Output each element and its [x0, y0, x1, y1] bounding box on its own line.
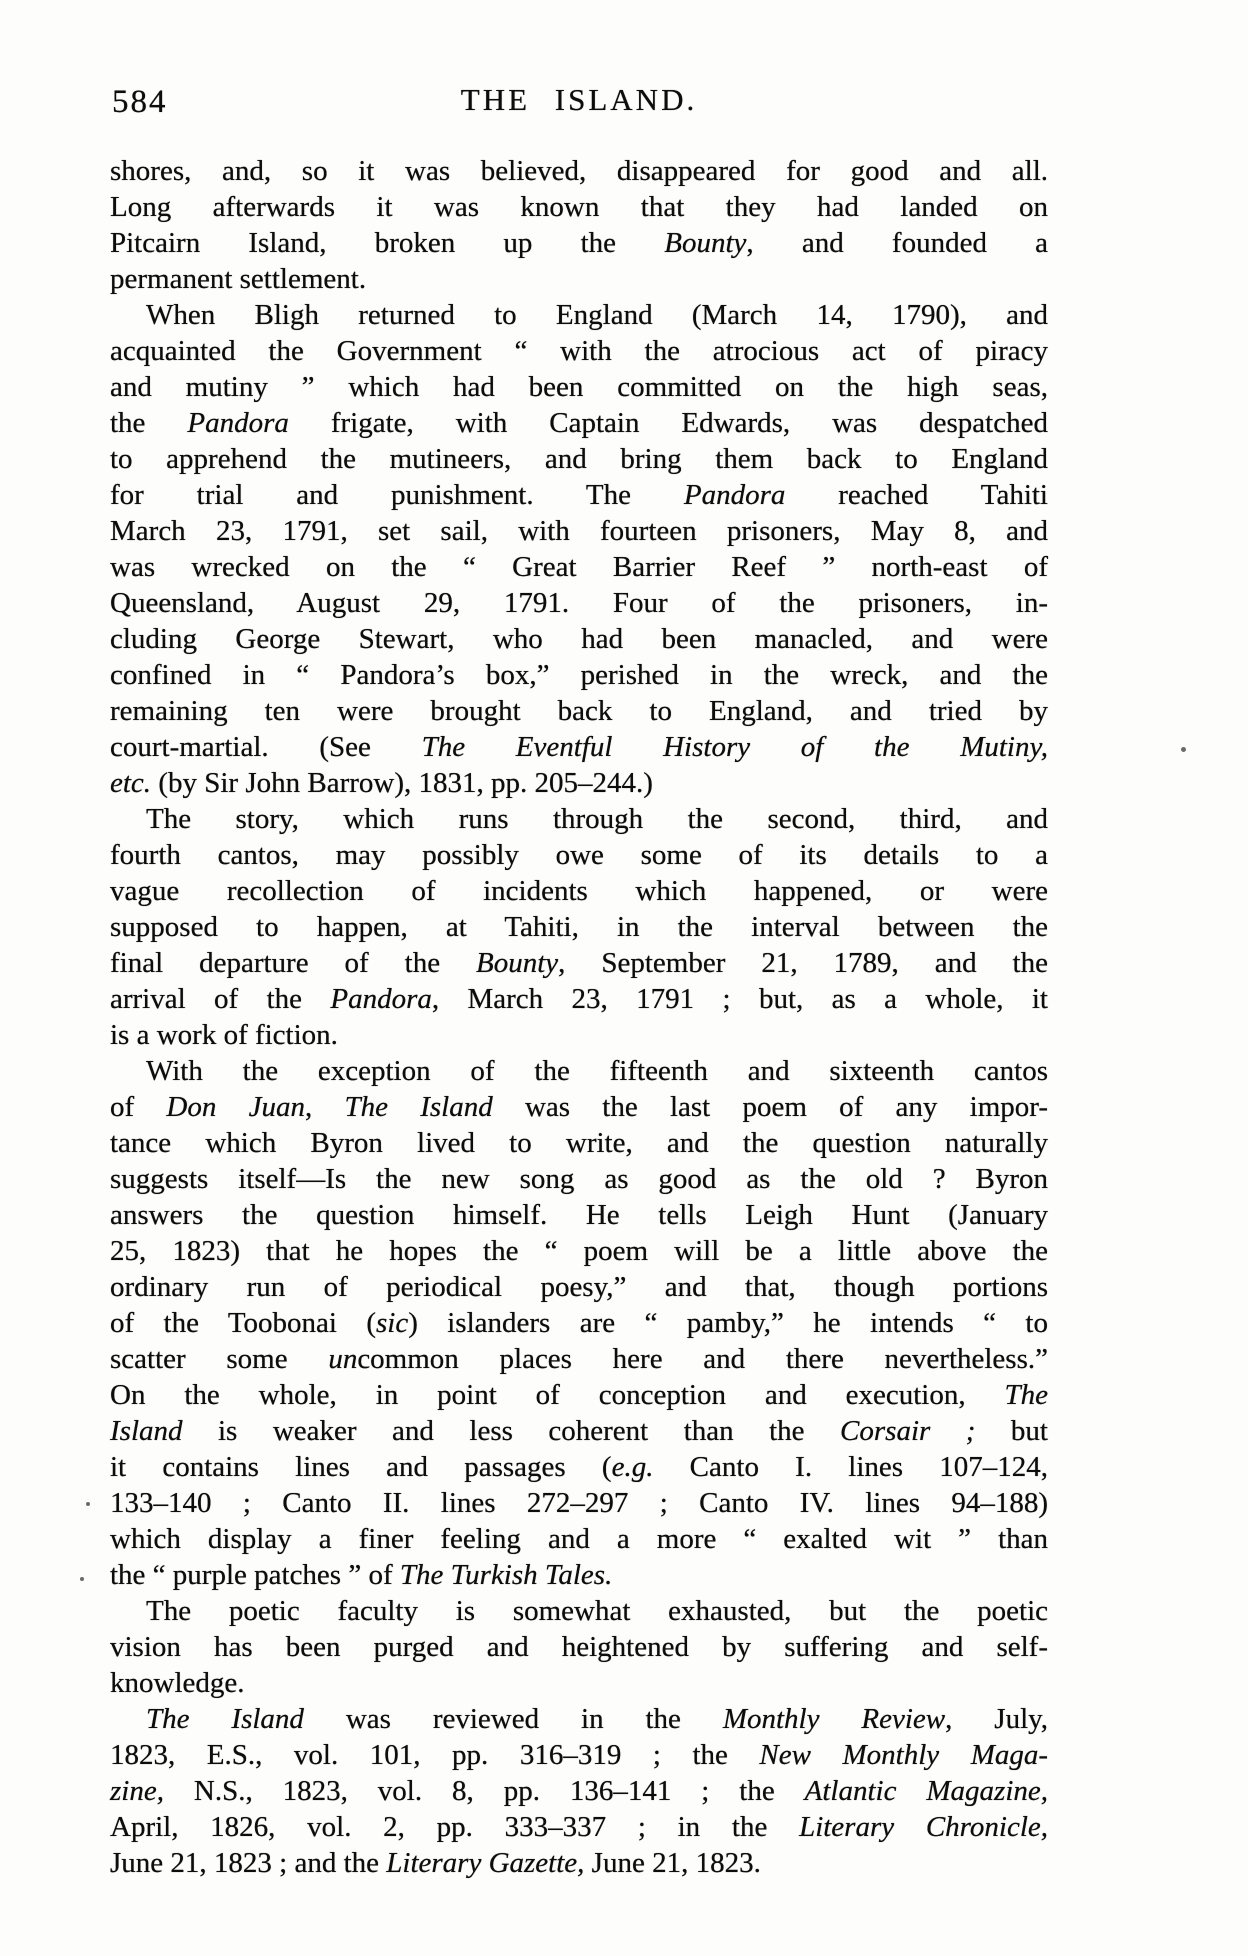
text-line: of Don Juan, The Island was the last poem of any impor- [110, 1091, 1049, 1123]
text-line: the Pandora frigate, with Captain Edwards, was despatched [110, 407, 1048, 439]
text-line: of the Toobonai (sic) islanders are “ pamby,” he intends “ to [110, 1307, 1048, 1339]
italic-text: Bounty [664, 227, 747, 259]
text-line: The poetic faculty is somewhat exhausted, but the poetic [146, 1595, 1048, 1627]
text-line: The story, which runs through the second, third, and [146, 803, 1048, 835]
text-line: suggests itself—Is the new song as good as the old ? Byron [110, 1163, 1048, 1195]
text-line: Long afterwards it was known that they had landed on [110, 191, 1048, 223]
italic-text: The Island [344, 1091, 493, 1123]
text-line: zine, N.S., 1823, vol. 8, pp. 136–141 ; the Atlantic Magazine, [110, 1775, 1048, 1807]
italic-text: Don Juan [166, 1091, 305, 1123]
italic-text: Island [110, 1415, 183, 1447]
text-line: remaining ten were brought back to England, and tried by [110, 695, 1048, 727]
text-line: shores, and, so it was believed, disappeared for good and all. [110, 155, 1048, 187]
text-line: for trial and punishment. The Pandora reached Tahiti [110, 479, 1048, 511]
text-line: knowledge. [110, 1667, 245, 1699]
italic-text: un [328, 1343, 358, 1375]
italic-text: Bounty [476, 947, 559, 979]
italic-text: Literary Gazette, [386, 1847, 585, 1879]
italic-text: Pandora [683, 479, 786, 511]
text-line: Pitcairn Island, broken up the Bounty, and founded a [110, 227, 1049, 259]
scan-speck [86, 1502, 90, 1506]
text-line: etc. (by Sir John Barrow), 1831, pp. 205–244.) [110, 767, 653, 799]
text-line: vision has been purged and heightened by suffering and self- [110, 1631, 1048, 1663]
text-line: court-martial. (See The Eventful History of the Mutiny, [110, 731, 1048, 763]
text-line: and mutiny ” which had been committed on the high seas, [110, 371, 1048, 403]
text-line: On the whole, in point of conception and execution, The [110, 1379, 1048, 1411]
scan-speck [1181, 747, 1186, 752]
text-line: was wrecked on the “ Great Barrier Reef ” north-east of [110, 551, 1048, 583]
italic-text: The Island [146, 1703, 304, 1735]
text-line: permanent settlement. [110, 263, 367, 295]
italic-text: Literary Chronicle, [799, 1811, 1048, 1843]
text-line: the “ purple patches ” of The Turkish Tales. [110, 1559, 613, 1591]
text-line: tance which Byron lived to write, and the question naturally [110, 1127, 1048, 1159]
text-line: scatter some uncommon places here and there nevertheless.” [110, 1343, 1048, 1375]
text-line: 133–140 ; Canto II. lines 272–297 ; Canto IV. lines 94–188) [110, 1487, 1048, 1519]
text-line: is a work of fiction. [110, 1019, 338, 1051]
text-line: it contains lines and passages (e.g. Canto I. lines 107–124, [110, 1451, 1049, 1483]
text-line: supposed to happen, at Tahiti, in the interval between the [110, 911, 1048, 943]
italic-text: Pandora [187, 407, 289, 439]
text-line: June 21, 1823 ; and the Literary Gazette, June 21, 1823. [110, 1847, 761, 1879]
page-text [110, 153, 1048, 1881]
italic-text: Pandora [330, 983, 432, 1015]
italic-text: etc. [110, 767, 152, 799]
italic-text: Atlantic Magazine, [804, 1775, 1048, 1807]
italic-text: zine, [110, 1775, 164, 1807]
page-header [110, 82, 1048, 130]
text-line: acquainted the Government “ with the atrocious act of piracy [110, 335, 1048, 367]
italic-text: sic [375, 1307, 409, 1339]
text-line: 1823, E.S., vol. 101, pp. 316–319 ; the New Monthly Maga- [110, 1739, 1049, 1771]
text-line: final departure of the Bounty, September 21, 1789, and the [110, 947, 1048, 979]
italic-text: Corsair ; [840, 1415, 976, 1447]
italic-text: e.g. [611, 1451, 654, 1483]
text-line: which display a finer feeling and a more “ exalted wit ” than [110, 1523, 1048, 1555]
text-line: Island is weaker and less coherent than the Corsair ; but [110, 1415, 1048, 1447]
text-line: fourth cantos, may possibly owe some of its details to a [110, 839, 1048, 871]
text-line: to apprehend the mutineers, and bring them back to England [110, 443, 1048, 475]
italic-text: The Turkish Tales. [399, 1559, 613, 1591]
text-line: Queensland, August 29, 1791. Four of the prisoners, in- [110, 587, 1048, 619]
text-line: confined in “ Pandora’s box,” perished in the wreck, and the [110, 659, 1048, 691]
page-number: 584 [112, 84, 168, 120]
text-line: answers the question himself. He tells Leigh Hunt (January [110, 1199, 1048, 1231]
italic-text: The Eventful History of the Mutiny, [421, 731, 1048, 763]
text-line: cluding George Stewart, who had been manacled, and were [110, 623, 1048, 655]
text-line: vague recollection of incidents which happened, or were [110, 875, 1048, 907]
italic-text: The [1004, 1379, 1048, 1411]
scan-speck [80, 1577, 84, 1581]
italic-text: New Monthly Maga- [759, 1739, 1049, 1771]
text-line: 25, 1823) that he hopes the “ poem will be a little above the [110, 1235, 1048, 1267]
text-line: When Bligh returned to England (March 14, 1790), and [146, 299, 1048, 331]
running-title: THE ISLAND. [460, 82, 698, 117]
text-line: arrival of the Pandora, March 23, 1791 ; but, as a whole, it [110, 983, 1048, 1015]
italic-text: Monthly Review [722, 1703, 946, 1735]
text-line: With the exception of the fifteenth and sixteenth cantos [146, 1055, 1048, 1087]
text-line: ordinary run of periodical poesy,” and that, though portions [110, 1271, 1048, 1303]
text-line: March 23, 1791, set sail, with fourteen prisoners, May 8, and [110, 515, 1048, 547]
text-line: April, 1826, vol. 2, pp. 333–337 ; in the Literary Chronicle, [110, 1811, 1048, 1843]
text-line: The Island was reviewed in the Monthly Review, July, [146, 1703, 1049, 1735]
